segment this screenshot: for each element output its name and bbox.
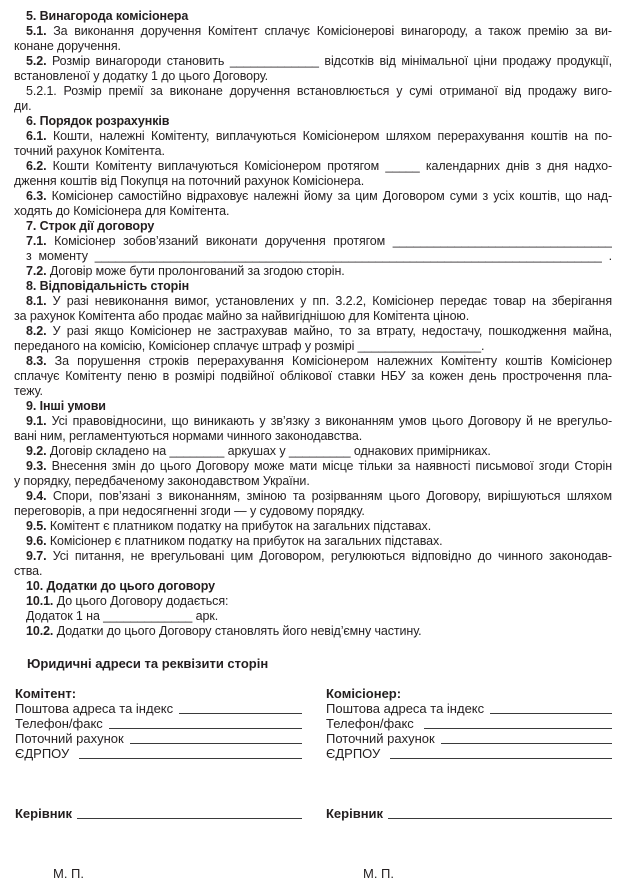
clause-line xyxy=(14,504,612,519)
clause xyxy=(14,234,612,264)
clause-text: Спори, пов’язані з виконанням, зміною та розірванням цього Договору, вирішуються шляхом xyxy=(52,489,612,503)
section-heading: 10. Додатки до цього договору xyxy=(26,579,215,593)
signature-line xyxy=(388,806,612,819)
clause-number: 8.3. xyxy=(26,354,47,368)
signature-committent xyxy=(15,806,302,821)
clause xyxy=(14,294,612,324)
blank-line xyxy=(130,731,302,744)
signature-label: Керівник xyxy=(326,806,384,821)
clause-text: У разі якщо Комісіонер не застрахував майно, то за втрату, недостачу, пошкодження майна, xyxy=(52,324,612,338)
blank-line xyxy=(490,701,612,714)
clause xyxy=(14,414,612,444)
clause-line xyxy=(14,369,612,384)
clause-text: за рахунок Комітента або продає майно за найвигіднішою для Комітента ціною. xyxy=(14,309,470,323)
clause-number: 10.1. xyxy=(26,594,54,608)
section-heading: 6. Порядок розрахунків xyxy=(26,114,170,128)
current-account-field xyxy=(326,731,612,746)
clause-text: дження коштів від Покупця на поточний рахунок Комісіонера. xyxy=(14,174,365,188)
contract-section xyxy=(14,114,612,219)
clause-number: 6.3. xyxy=(26,189,47,203)
clause-line xyxy=(14,339,612,354)
clause xyxy=(14,444,612,459)
section-heading: 8. Відповідальність сторін xyxy=(26,279,190,293)
blank-line xyxy=(179,701,302,714)
clause-line xyxy=(14,429,612,444)
clause-line xyxy=(14,354,612,369)
clause-text: Комісіонер самостійно відраховує належні йому за цим Договором суми з усіх коштів, що над- xyxy=(51,189,612,203)
clause-text: у порядку, передбаченому законодавством України. xyxy=(14,474,310,488)
section-heading: 9. Інші умови xyxy=(26,399,106,413)
blank-line xyxy=(441,731,612,744)
clause-number: 6.2. xyxy=(26,159,47,173)
clause-number: 8.2. xyxy=(26,324,47,338)
clause-text: До цього Договору додається: xyxy=(56,594,229,608)
clause-line xyxy=(14,609,612,624)
clause-number: 9.2. xyxy=(26,444,47,458)
field-label: Телефон/факс xyxy=(15,716,103,731)
clause-line xyxy=(14,324,612,339)
clause-text: Додатки до цього Договору становлять його невід’ємну частину. xyxy=(56,624,422,638)
clause xyxy=(14,549,612,579)
clause-number: 5.1. xyxy=(26,24,47,38)
blank-line xyxy=(424,716,612,729)
clause-text: За порушення строків перерахування Комісіонером належних Комітенту коштів Комісіонер xyxy=(54,354,612,368)
clause-number: 9.3. xyxy=(26,459,47,473)
clause-line xyxy=(14,189,612,204)
contract-section xyxy=(14,219,612,279)
postal-address-field xyxy=(15,701,302,716)
clause-line xyxy=(14,489,612,504)
clause-number: 8.1. xyxy=(26,294,47,308)
clause-line xyxy=(14,549,612,564)
clause-text: сплачує Комітенту пеню в розмірі подвійної облікової ставки НБУ за кожен день прострочення пла- xyxy=(14,369,612,383)
clause-line xyxy=(14,234,612,249)
clause-number: 6.1. xyxy=(26,129,47,143)
party-title: Комітент: xyxy=(15,686,77,701)
clause xyxy=(14,354,612,399)
clause xyxy=(14,129,612,159)
clause-line xyxy=(14,39,612,54)
requisites-title: Юридичні адреси та реквізити сторін xyxy=(27,656,269,671)
clause-number: 10.2. xyxy=(26,624,54,638)
section-heading: 5. Винагорода комісіонера xyxy=(26,9,189,23)
clause-text: ства. xyxy=(14,564,43,578)
clause-text: переданого на комісію, Комісіонер сплачує штраф у розмірі __________________. xyxy=(14,339,485,353)
clause-text: Договір може бути пролонгований за згодою сторін. xyxy=(49,264,345,278)
stamp-placeholder-commissioner: М. П. xyxy=(363,866,395,881)
clause-text: точний рахунок Комітента. xyxy=(14,144,165,158)
party-commissioner xyxy=(326,686,612,761)
clause xyxy=(14,24,612,54)
clause-number: 5.2. xyxy=(26,54,47,68)
stamp-placeholder-committent: М. П. xyxy=(53,866,85,881)
clause xyxy=(14,264,612,279)
clause xyxy=(14,594,612,609)
clause-text: Кошти, належні Комітенту, виплачуються Комісіонером шляхом перерахування коштів на по- xyxy=(52,129,612,143)
contract-section xyxy=(14,9,612,114)
contract-section xyxy=(14,579,612,639)
clause-line xyxy=(14,594,612,609)
clause-text: Додаток 1 на _____________ арк. xyxy=(26,609,219,623)
clause-text: За виконання доручення Комітент сплачує Комісіонерові винагороду, а також премію за ви- xyxy=(53,24,612,38)
clause-text: Комітент є платником податку на прибуток на загальних підставах. xyxy=(49,519,432,533)
edrpou-field xyxy=(326,746,612,761)
clause-text: Внесення змін до цього Договору може мати місце тільки за наявності письмової згоди Сторін xyxy=(51,459,612,473)
clause xyxy=(14,489,612,519)
edrpou-field xyxy=(15,746,302,761)
clause-line xyxy=(14,459,612,474)
contract-terms xyxy=(14,9,612,639)
clause-text: Договір складено на ________ аркушах у _________ однакових примірниках. xyxy=(49,444,491,458)
party-committent xyxy=(15,686,302,761)
clause-line xyxy=(14,159,612,174)
clause xyxy=(14,159,612,189)
clause-number: 7.1. xyxy=(26,234,47,248)
clause-text: Розмір винагороди становить _____________ відсотків від мінімальної ціни продажу продукції, xyxy=(51,54,612,68)
clause xyxy=(14,459,612,489)
clause-line xyxy=(14,174,612,189)
contract-section xyxy=(14,279,612,399)
clause-number: 7.2. xyxy=(26,264,47,278)
field-label: Поштова адреса та індекс xyxy=(15,701,174,716)
field-label: Телефон/факс xyxy=(326,716,414,731)
clause-line xyxy=(14,534,612,549)
clause-text: конане доручення. xyxy=(14,39,121,53)
clause-line xyxy=(14,309,612,324)
clause-number: 9.7. xyxy=(26,549,47,563)
party-title: Комісіонер: xyxy=(326,686,402,701)
blank-line xyxy=(390,746,612,759)
clause-text: вані ним, регламентуються нормами чинного законодавства. xyxy=(14,429,363,443)
clause-text: ди. xyxy=(14,99,32,113)
clause-text: встановленої у додатку 1 до цього Договору. xyxy=(14,69,268,83)
clause xyxy=(14,519,612,534)
clause xyxy=(14,534,612,549)
clause xyxy=(14,324,612,354)
blank-line xyxy=(109,716,302,729)
clause-number: 9.6. xyxy=(26,534,47,548)
clause-text: Усі питання, не врегульовані цим Договором, регулюються відповідно до чинного законодав- xyxy=(52,549,612,563)
field-label: Поточний рахунок xyxy=(326,731,435,746)
clause-line xyxy=(14,474,612,489)
clause-line xyxy=(14,414,612,429)
clause-line xyxy=(14,54,612,69)
clause-text: переговорів, а при недосягненні згоди — у судовому порядку. xyxy=(14,504,365,518)
clause-line xyxy=(14,444,612,459)
clause-text: 5.2.1. Розмір премії за виконане доручення встановлюється у сумі отриманої від продажу виго- xyxy=(26,84,612,98)
clause-text: Комісіонер є платником податку на прибуток на загальних підставах. xyxy=(49,534,443,548)
clause xyxy=(14,54,612,84)
clause-line xyxy=(14,519,612,534)
clause-line xyxy=(14,129,612,144)
clause-number: 9.1. xyxy=(26,414,47,428)
contract-section xyxy=(14,399,612,579)
clause-line xyxy=(14,69,612,84)
field-label: Поштова адреса та індекс xyxy=(326,701,485,716)
signature-line xyxy=(77,806,302,819)
field-label: Поточний рахунок xyxy=(15,731,124,746)
clause-line xyxy=(14,384,612,399)
clause-line xyxy=(14,99,612,114)
field-label: ЄДРПОУ xyxy=(326,746,381,761)
clause-line xyxy=(14,249,612,264)
signature-commissioner xyxy=(326,806,612,821)
clause xyxy=(14,189,612,219)
clause-text: Комісіонер зобов’язаний виконати доручення протягом ________________________________ xyxy=(54,234,612,248)
clause-line xyxy=(14,294,612,309)
phone-fax-field xyxy=(15,716,302,731)
clause-line xyxy=(14,204,612,219)
section-heading: 7. Строк дії договору xyxy=(26,219,155,233)
clause-line xyxy=(14,264,612,279)
clause-number: 9.4. xyxy=(26,489,47,503)
clause-text: тежу. xyxy=(14,384,43,398)
clause-line xyxy=(14,84,612,99)
clause xyxy=(14,84,612,114)
clause-text: Усі правовідносини, що виникають у зв’язку з виконанням умов цього Договору й не врегульо- xyxy=(51,414,612,428)
phone-fax-field xyxy=(326,716,612,731)
current-account-field xyxy=(15,731,302,746)
clause-line xyxy=(14,564,612,579)
clause-number: 9.5. xyxy=(26,519,47,533)
clause-text: Кошти Комітенту виплачуються Комісіонером протягом _____ календарних днів з дня надхо- xyxy=(52,159,612,173)
clause-text: ходять до Комісіонера для Комітента. xyxy=(14,204,230,218)
clause-line xyxy=(14,24,612,39)
clause-line xyxy=(14,144,612,159)
postal-address-field xyxy=(326,701,612,716)
signature-label: Керівник xyxy=(15,806,73,821)
clause-text: з моменту __________________________________________________________________________ . xyxy=(26,249,612,263)
clause-line xyxy=(14,624,612,639)
clause xyxy=(14,624,612,639)
blank-line xyxy=(79,746,302,759)
clause xyxy=(14,609,612,624)
clause-text: У разі невиконання вимог, установлених у пп. 3.2.2, Комісіонер передає товар на зберігання xyxy=(52,294,612,308)
field-label: ЄДРПОУ xyxy=(15,746,70,761)
